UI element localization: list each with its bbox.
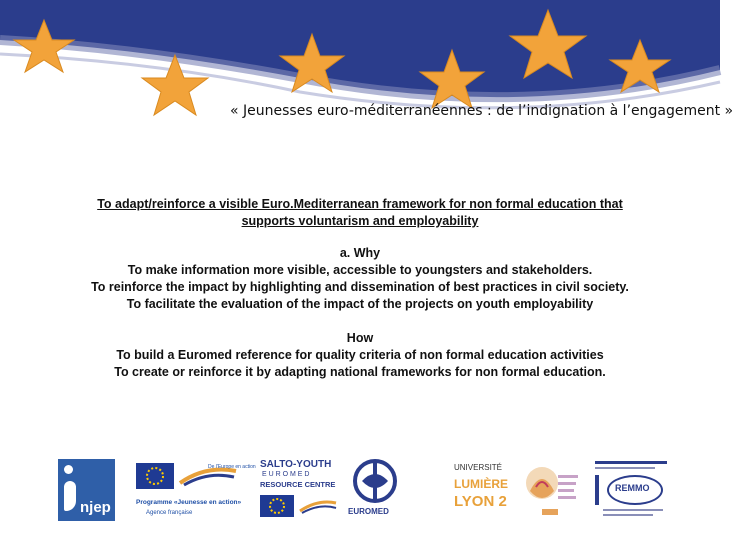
injep-logo-text: njep	[80, 499, 111, 516]
jeunesse-en-action-text: Programme «Jeunesse en action»	[136, 499, 242, 506]
eu-flag-icon	[136, 463, 174, 489]
why-item: To make information more visible, accessible to youngsters and stakeholders.	[127, 263, 593, 277]
salto-youth-logo: SALTO-YOUTH E U R O M E D RESOURCE CENTRE	[258, 459, 342, 523]
why-item: To reinforce the impact by highlighting and dissemination of best practices in civil society.	[91, 280, 629, 294]
swoosh-icon	[298, 499, 338, 515]
remmo-logo: REMMO	[595, 461, 667, 521]
objective-line-1: To adapt/reinforce a visible Euro.Mediterranean framework for non formal education that	[97, 197, 623, 211]
partner-logos	[0, 455, 720, 525]
orient-emblem-icon	[520, 461, 580, 521]
why-heading: a. Why	[339, 246, 381, 260]
euromed-emblem-icon	[350, 459, 400, 503]
slide-subtitle: « Jeunesses euro-méditerranéennes : de l’indignation à l’engagement »	[230, 103, 733, 119]
euromed-logo: EUROMED	[346, 459, 404, 523]
how-item: To create or reinforce it by adapting national frameworks for non formal education.	[114, 365, 606, 379]
maison-orient-logo	[520, 461, 580, 521]
jeunesse-en-action-logo: De l'Europe en action Programme «Jeunesse en action» Agence française	[136, 464, 256, 516]
injep-logo	[58, 459, 115, 521]
objective-line-2: supports voluntarism and employability	[241, 214, 479, 228]
why-item: To facilitate the evaluation of the impact of the projects on youth employability	[126, 297, 594, 311]
universite-lyon2-logo: UNIVERSITÉ LUMIÈRE LYON 2	[454, 463, 508, 510]
eu-flag-icon	[260, 495, 294, 517]
how-heading: How	[346, 331, 374, 345]
how-item: To build a Euromed reference for quality criteria of non formal education activities	[116, 348, 604, 362]
